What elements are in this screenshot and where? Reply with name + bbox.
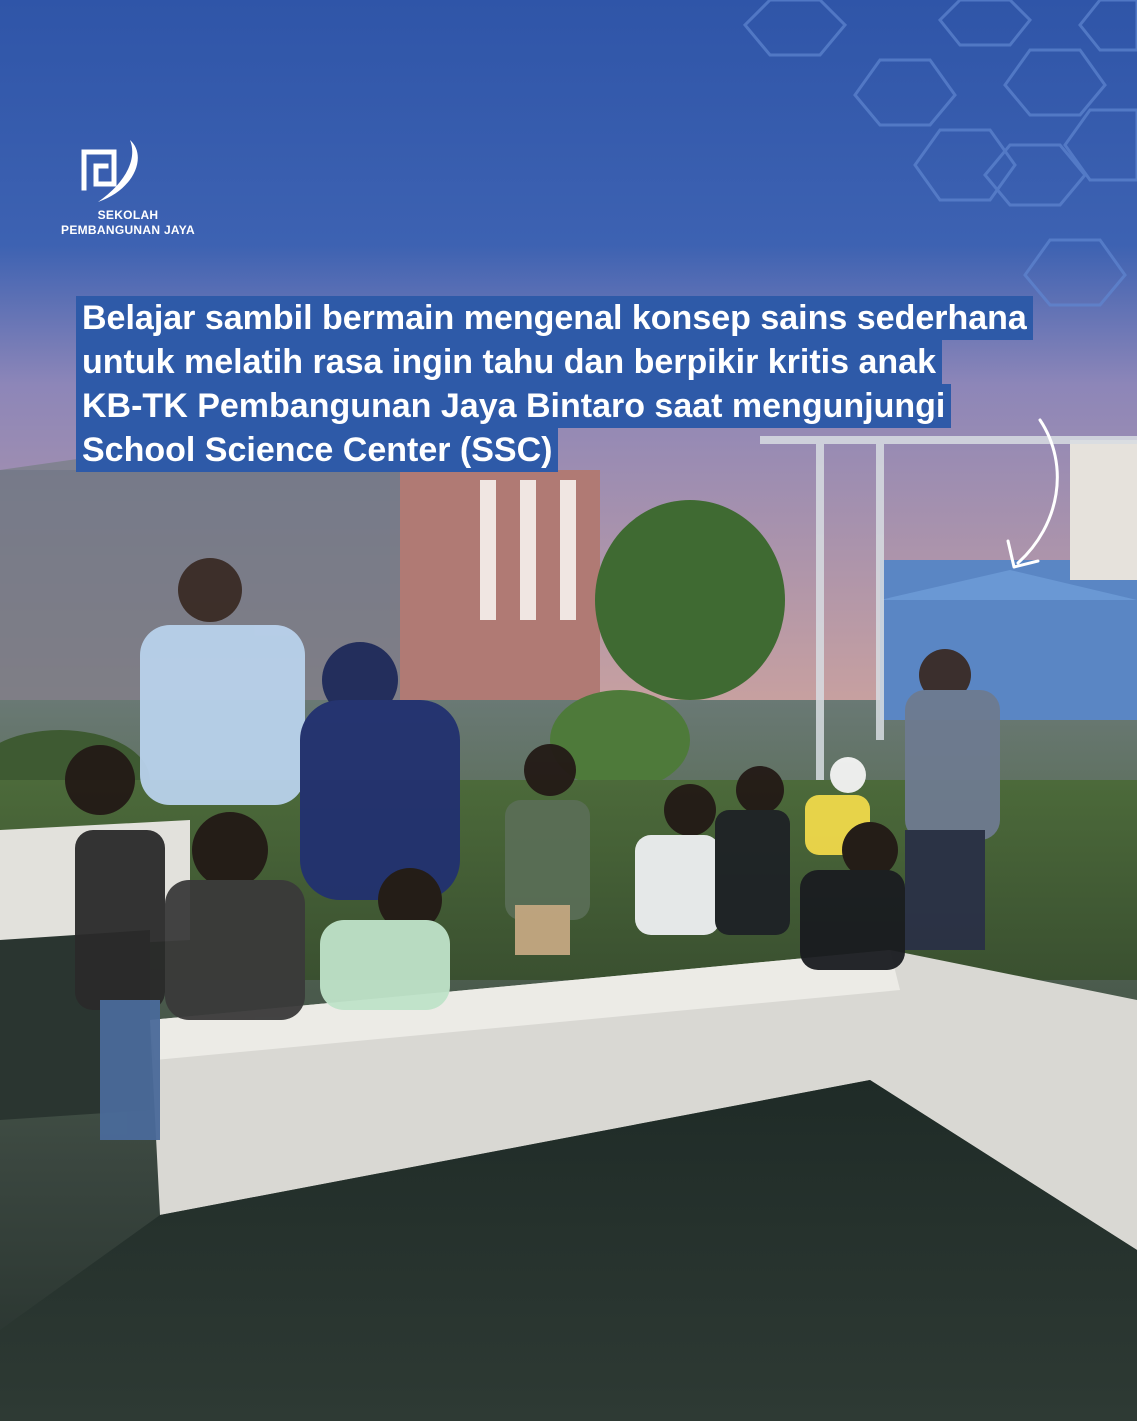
- headline-line: KB-TK Pembangunan Jaya Bintaro saat mengunjungi: [76, 384, 951, 428]
- headline-line: School Science Center (SSC): [76, 428, 558, 472]
- curved-arrow-icon: [1000, 415, 1070, 575]
- school-logo-icon: [70, 138, 190, 208]
- headline-line: untuk melatih rasa ingin tahu dan berpikir kritis anak: [76, 340, 942, 384]
- school-name: [58, 208, 198, 238]
- school-name-line2: PEMBANGUNAN JAYA: [61, 223, 195, 237]
- headline: [76, 296, 1033, 472]
- headline-line: Belajar sambil bermain mengenal konsep sains sederhana: [76, 296, 1033, 340]
- school-name-line1: SEKOLAH: [97, 208, 159, 222]
